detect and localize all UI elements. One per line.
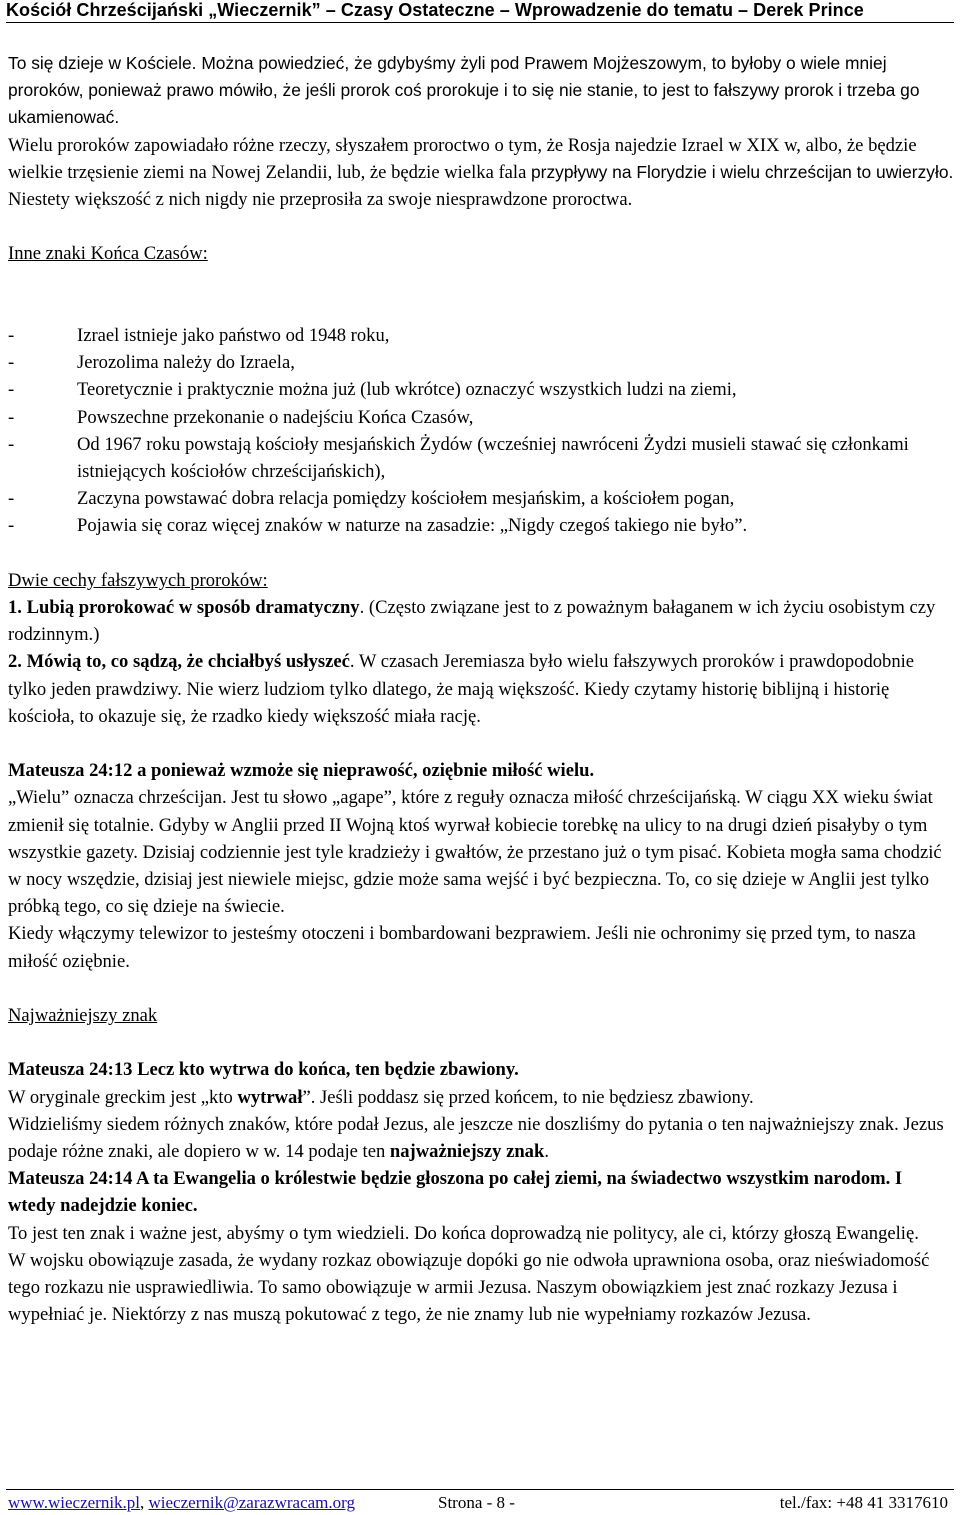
document-body (8, 50, 954, 1328)
trait-one-paragraph (8, 594, 954, 648)
false-prophets-heading: Dwie cechy fałszywych proroków: (8, 569, 268, 591)
list-item (8, 512, 954, 539)
trait-one-title: 1. Lubią prorokować w sposób dramatyczny (8, 597, 360, 618)
list-item-text: Od 1967 roku powstają kościoły mesjańskich Żydów (wcześniej nawróceni Żydzi musieli stawać się członkami istniejących kościołów chrześcijańskich), (77, 433, 909, 482)
verse-text: Mateusza 24:12 a ponieważ wzmoże się nieprawość, oziębnie miłość wielu. (8, 760, 595, 782)
love-paragraph: „Wielu” oznacza chrześcijan. Jest tu słowo „agape”, które z reguły oznacza miłość chrześcijańską. W ciągu XX wieku świat zmienił się totalnie. Gdyby w Anglii przed II Wojną ktoś wyrwał kobiecie torebkę na ulicy to na drugi dzień pisałyby o tym wszystkie gazety. Dzisiaj codziennie jest tyle kradzieży i gwałtów, że przestano już o tym pisać. Kobieta mogła sama chodzić w nocy wszędzie, dzisiaj jest niewiele miejsc, gdzie może sama wejść i być bezpieczna. To, co się dzieje w Anglii jest tylko próbką tego, co się dzieje na świecie. (8, 787, 942, 918)
spacer (8, 295, 954, 322)
trait-one-text: . (Często związane jest to z poważnym bałaganem w ich życiu osobistym czy rodzinnym.) (8, 597, 936, 646)
signs-heading: Inne znaki Końca Czasów: (8, 243, 208, 265)
trait-two-text: . W czasach Jeremiasza było wielu fałszywych proroków i prawdopodobnie tylko jeden prawdziwy. Nie wierz ludziom tylko dlatego, że mają większość. Kiedy czytamy historię biblijną i historię kościoła, to okazuje się, że rzadko kiedy większość miała rację. (8, 651, 915, 727)
spacer (8, 268, 954, 295)
sign-paragraph: To jest ten znak i ważne jest, abyśmy o tym wiedzieli. Do końca doprowadzą nie politycy, ale ci, którzy głoszą Ewangelię. (8, 1222, 919, 1244)
trait-two-paragraph (8, 648, 954, 730)
verse-text: Mateusza 24:13 Lecz kto wytrwa do końca, ten będzie zbawiony. (8, 1059, 519, 1081)
list-dash: - (8, 488, 15, 510)
verse-mt-24-12 (8, 757, 954, 784)
verse-text: Mateusza 24:14 A ta Ewangelia o królestwie będzie głoszona po całej ziemi, na świadectwo wszystkim narodom. I wtedy nadejdzie koniec. (8, 1168, 903, 1217)
list-dash: - (8, 433, 15, 455)
phone-fax: tel./fax: +48 41 3317610 (779, 1493, 948, 1512)
verse-mt-24-13 (8, 1056, 954, 1083)
list-item (8, 322, 954, 349)
document-header: Kościół Chrześcijański „Wieczernik” – Czasy Ostateczne – Wprowadzenie do tematu – Derek Prince (6, 0, 864, 20)
verse-mt-24-14 (8, 1165, 954, 1219)
most-important-sign: najważniejszy znak (389, 1141, 545, 1163)
list-item (8, 431, 954, 485)
list-dash: - (8, 379, 15, 401)
list-item (8, 376, 954, 403)
prophecy-text-1: Wielu proroków zapowiadało różne rzeczy, słyszałem proroctwo o tym, że Rosja najedzie Izrael w XIX w, albo, że będzie wielkie trzęsienie ziemi na Nowej Zelandii, lub, że będzie wielka fala (8, 134, 917, 183)
list-item (8, 404, 954, 431)
intro-paragraph: To się dzieje w Kościele. Można powiedzieć, że gdybyśmy żyli pod Prawem Mojżeszowym, to byłoby o wiele mniej proroków, ponieważ prawo mówiło, że jeśli prorok coś prorokuje i to się nie stanie, to jest to fałszywy prorok i trzeba go ukamienować. (8, 53, 920, 128)
list-item (8, 349, 954, 376)
greek-paragraph (8, 1084, 954, 1111)
page-footer (8, 1492, 954, 1514)
list-item-text: Zaczyna powstawać dobra relacja pomiędzy kościołem mesjańskim, a kościołem pogan, (77, 488, 735, 510)
spacer (8, 1029, 954, 1056)
list-dash: - (8, 324, 15, 346)
seven-signs-paragraph (8, 1111, 954, 1165)
list-item-text: Jerozolima należy do Izraela, (77, 352, 295, 374)
website-link[interactable]: www.wieczernik.pl (8, 1493, 141, 1512)
list-dash: - (8, 515, 15, 537)
spacer (8, 730, 954, 757)
seven-signs-end: . (544, 1141, 549, 1163)
spacer (8, 975, 954, 1002)
list-dash: - (8, 406, 15, 428)
signs-list (8, 322, 954, 540)
greek-text-1: W oryginale greckim jest „kto (8, 1086, 238, 1108)
footer-separator: , (140, 1493, 149, 1512)
greek-text-2: ”. Jeśli poddasz się przed końcem, to nie będziesz zbawiony. (302, 1086, 754, 1108)
footer-rule (6, 1489, 954, 1490)
page-number: Strona - 8 - (438, 1493, 515, 1512)
spacer (8, 213, 954, 240)
trait-two-title: 2. Mówią to, co sądzą, że chciałbyś usłyszeć (8, 651, 350, 673)
email-link[interactable]: wieczernik@zarazwracam.org (148, 1493, 355, 1512)
list-item-text: Pojawia się coraz więcej znaków w naturze na zasadzie: „Nigdy czegoś takiego nie było”. (77, 515, 748, 537)
list-item-text: Teoretycznie i praktycznie można już (lub wkrótce) oznaczyć wszystkich ludzi na ziemi, (77, 379, 737, 401)
tv-paragraph: Kiedy włączymy telewizor to jesteśmy otoczeni i bombardowani bezprawiem. Jeśli nie ochronimy się przed tym, to nasza miłość oziębnie. (8, 923, 916, 972)
army-paragraph: W wojsku obowiązuje zasada, że wydany rozkaz obowiązuje dopóki go nie odwoła uprawniona osoba, oraz nieświadomość tego rozkazu nie usprawiedliwia. To samo obowiązuje w armii Jezusa. Naszym obowiązkiem jest znać rozkazy Jezusa i wypełniać je. Niektórzy z nas muszą pokutować z tego, że nie znamy lub nie wypełniamy rozkazów Jezusa. (8, 1249, 930, 1326)
seven-signs-text: Widzieliśmy siedem różnych znaków, które podał Jezus, ale jeszcze nie doszliśmy do pytania o ten najważniejszy znak. Jezus podaje różne znaki, ale dopiero w w. 14 podaje ten (8, 1113, 944, 1163)
list-item-text: Izrael istnieje jako państwo od 1948 roku, (77, 324, 390, 346)
greek-bold-word: wytrwał (237, 1086, 303, 1108)
prophecy-paragraph (8, 132, 954, 214)
prophecy-text-3: Niestety większość z nich nigdy nie przeprosiła za swoje niesprawdzone proroctwa. (8, 189, 633, 211)
list-item (8, 485, 954, 512)
prophecy-text-2: przypływy na Florydzie i wielu chrześcijan to uwierzyło. (530, 161, 954, 182)
spacer (8, 540, 954, 567)
list-dash: - (8, 352, 15, 374)
important-sign-heading: Najważniejszy znak (8, 1005, 158, 1027)
list-item-text: Powszechne przekonanie o nadejściu Końca Czasów, (77, 406, 474, 428)
header-rule (6, 22, 954, 23)
